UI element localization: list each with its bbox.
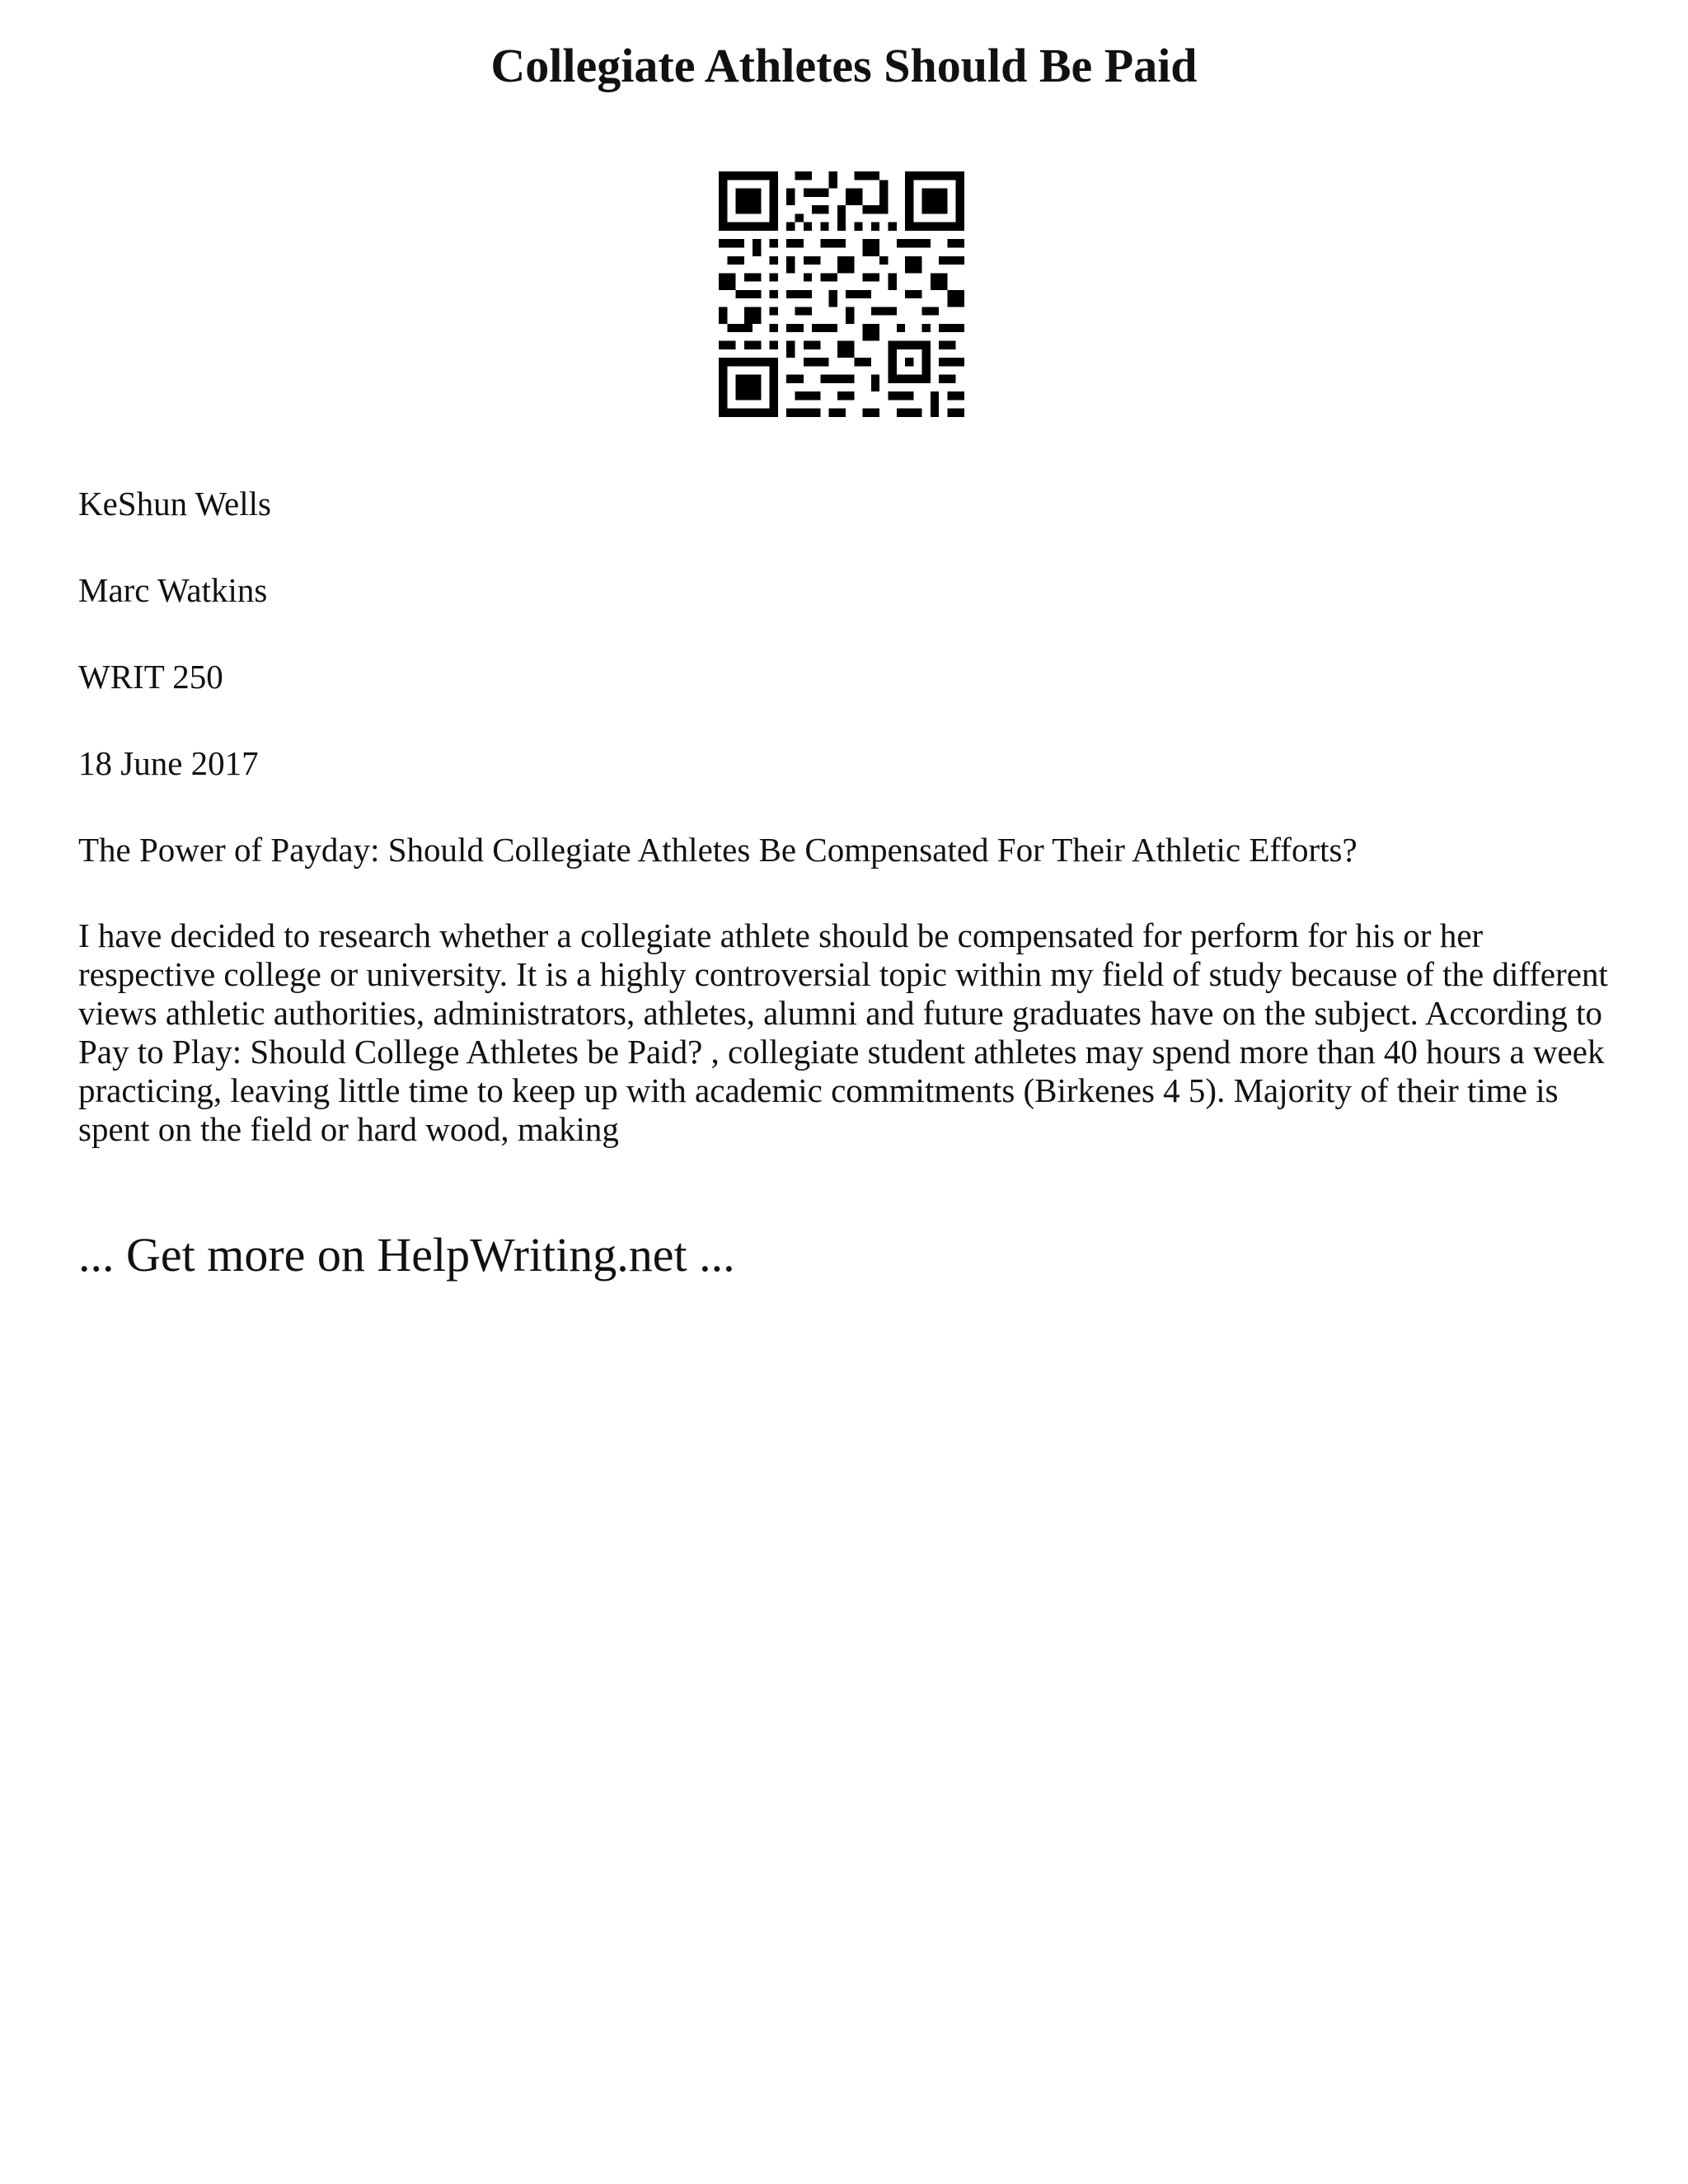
essay-paragraph: I have decided to research whether a collegiate athlete should be compensated for perform for his or her respective college or university. It is a highly controversial topic within my field of study because of the different views athletic authorities, administrators, athletes, alumni and future graduates have on the subject. According to Pay to Play: Should College Athletes be Paid? , collegiate student athletes may spend more than 40 hours a week practicing, leaving little time to keep up with academic commitments (Birkenes 4 5). Majority of their time is spent on the field or hard wood, making xyxy=(78,916,1608,1148)
document-title: Collegiate Athletes Should Be Paid xyxy=(490,39,1198,92)
essay-title: The Power of Payday: Should Collegiate Athletes Be Compensated For Their Athletic Efforts? xyxy=(78,831,1357,869)
author-name: KeShun Wells xyxy=(78,485,271,523)
get-more-link[interactable]: ... Get more on HelpWriting.net ... xyxy=(78,1228,735,1282)
document-date: 18 June 2017 xyxy=(78,744,259,782)
qr-code-icon xyxy=(719,171,964,417)
instructor-name: Marc Watkins xyxy=(78,571,268,609)
qr-code xyxy=(719,171,964,417)
course-code: WRIT 250 xyxy=(78,658,223,696)
